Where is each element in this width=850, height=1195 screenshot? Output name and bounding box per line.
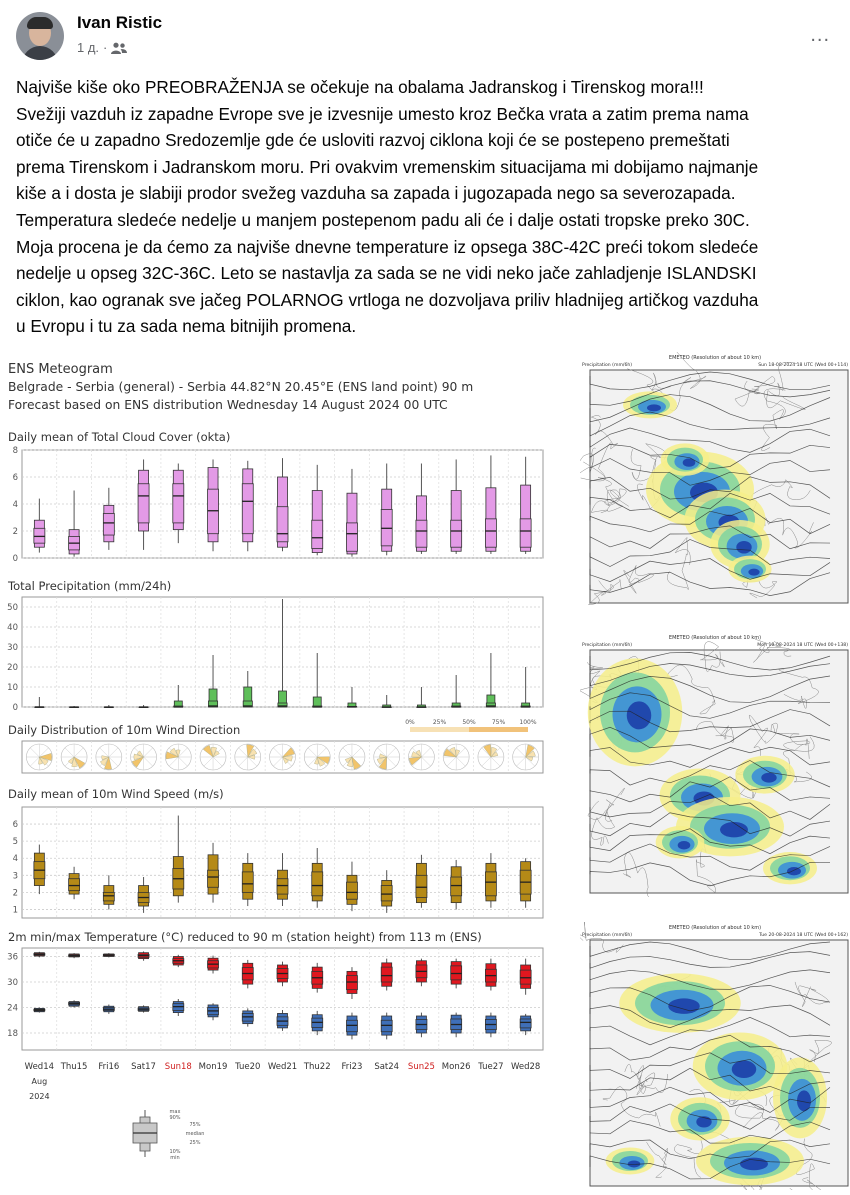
precip-very-heavy [678,841,691,849]
meteogram-forecast: Forecast based on ENS distribution Wednesday 14 August 2024 00 UTC [8,398,448,412]
box-25-75 [485,872,496,896]
box-25-75 [69,879,80,891]
x-year-label: 2024 [29,1092,50,1101]
precip-very-heavy [732,1061,757,1079]
wind-rose [96,744,122,770]
post-text-line: Moja procena je da ćemo za najviše dnevne temperature iz opsega 38C-42C preći tokom sledeće [16,236,759,257]
precip-very-heavy [787,867,801,875]
y-tick-label: 40 [7,623,18,633]
box-25-75 [381,509,392,545]
y-tick-label: 2 [12,527,18,537]
friends-icon [111,42,127,54]
box-25-75 [277,879,288,894]
y-tick-label: 6 [12,820,18,831]
y-tick-label: 30 [7,978,18,988]
meteogram-figure [0,345,560,1188]
post-text-line: Svežiji vazduh iz zapadne Evrope sve je izvesnije umesto kroz Bečka vrata a zatim prema nama [16,103,749,124]
panel-title-cloud: Daily mean of Total Cloud Cover (okta) [8,430,231,444]
x-day-label: Mon19 [198,1062,228,1072]
x-day-label: Wed28 [510,1062,541,1072]
wind-legend-label: 50% [462,719,476,726]
box-25-75 [451,520,462,547]
wind-rose [200,744,226,770]
post-text-line: Najviše kiše oko PREOBRAŽENJA se očekuje na obalama Jadranskog i Tirenskog mora!!! [16,77,704,97]
avatar[interactable] [16,12,64,60]
wind-legend-label: 25% [432,719,447,726]
wind-rose [374,744,400,770]
wind-rose [26,744,52,770]
precip-very-heavy [761,773,776,783]
panel-title-temperature: 2m min/max Temperature (°C) reduced to 90 m (station height) from 113 m (ENS) [8,930,482,944]
y-tick-label: 8 [12,446,18,456]
box-cloud [242,461,253,551]
box-25-75 [381,886,392,901]
box-temp-min [138,1005,149,1012]
box-temp-max [416,959,427,987]
wind-rose [235,744,261,770]
y-tick-label: 4 [12,854,18,865]
post-text-line: kiše a i dosta je slabiji prodor svežeg vazduha sa zapada i jugozapada nego sa severozapada. [16,183,736,204]
box-temp-max [451,959,462,989]
box-25-75 [242,484,253,534]
post-text-line: u Evropu i tu za sada nema bitnijih promena. [16,316,357,337]
y-tick-label: 0 [12,554,18,564]
y-tick-label: 50 [7,603,18,613]
meteogram-location: Belgrade - Serbia (general) - Serbia 44.82°N 20.45°E (ENS land point) 90 m [8,380,474,394]
x-day-label: Thu15 [60,1062,88,1072]
wind-direction-legend [405,719,537,732]
box-legend [133,1109,204,1161]
wind-legend-bar-light [410,727,469,732]
precip-map-2[interactable] [580,632,850,897]
post-text-line: otiče će u zapadno Sredozemlje gde će usloviti razvoj ciklona koji će se postepeno premeštati [16,130,730,151]
box-temp-min [346,1013,357,1040]
x-day-label: Thu22 [303,1062,331,1072]
x-day-label: Mon26 [441,1062,471,1072]
box-cloud [208,459,219,551]
post-text-line: ciklon, kao ogranak sve jačeg POLARNOG vrtloga ne dozvoljava priliv hladnijeg artičkog vazduha [16,289,759,310]
box-temp-min [242,1008,253,1026]
y-tick-label: 20 [7,663,18,673]
more-icon: ... [810,24,830,46]
box-25-75 [34,528,45,543]
box-25-75 [103,892,114,901]
map-variable: Precipitation (mm/6h) [582,643,633,648]
panel-title-precip: Total Precipitation (mm/24h) [8,579,172,593]
box-temp-min [381,1013,392,1040]
post-text [16,74,836,340]
box-25-75 [103,513,114,535]
map-variable: Precipitation (mm/6h) [582,363,633,368]
box-25-75 [381,967,392,982]
wind-rose [443,744,469,770]
box-25-75 [208,870,219,887]
box-temp-max [381,959,392,991]
x-day-label: Wed14 [24,1062,55,1072]
wind-rose [478,744,504,770]
box-25-75 [173,484,184,523]
y-tick-label: 4 [12,500,18,510]
x-day-label: Wed21 [267,1062,298,1072]
x-day-label: Fri23 [341,1062,363,1072]
map-title: EMETEO (Resolution of about 10 km) [668,355,762,361]
x-day-label: Sat24 [374,1062,400,1072]
x-day-label: Sat17 [131,1062,156,1072]
x-day-label: Sun18 [164,1062,192,1072]
box-25-75 [451,877,462,896]
wind-legend-label: 0% [405,719,415,726]
x-month-label: Aug [31,1077,48,1086]
y-tick-label: 0 [12,703,18,713]
ens-meteogram [0,345,560,1188]
box-temp-max [312,963,323,993]
precip-map-1[interactable] [580,352,850,607]
y-tick-label: 18 [7,1029,18,1039]
legend-label: 10% [169,1149,181,1155]
box-temp-min [277,1010,288,1031]
box-temp-max [103,953,114,957]
y-tick-label: 6 [12,473,18,483]
x-day-label: Tue27 [478,1062,504,1072]
map-variable: Precipitation (mm/6h) [582,933,633,938]
box-25-75 [312,520,323,548]
post-meta: 1 д. · [77,40,127,55]
legend-label: min [170,1155,180,1161]
precip-very-heavy [736,541,751,554]
y-tick-label: 1 [12,905,18,916]
box-25-75 [346,882,357,899]
map-valid-time: Sun 18-08-2024 18 UTC (Wed 00+114) [758,363,848,368]
wind-rose [270,744,296,770]
box-10-90 [313,697,321,707]
box-wind-speed [520,858,531,908]
post-text-line: prema Tirenskom i Jadranskom moru. Pri ovakvim vremenskim situacijama mi dobijamo najmanje [16,156,759,177]
y-tick-label: 36 [7,952,18,963]
precip-very-heavy [627,701,652,729]
box-temp-min [34,1008,45,1013]
y-tick-label: 24 [7,1003,18,1014]
legend-label: 25% [189,1140,201,1146]
y-tick-label: 3 [12,871,18,882]
legend-label: 75% [189,1122,201,1128]
map-title: EMETEO (Resolution of about 10 km) [668,635,762,641]
box-25-75 [312,872,323,896]
box-25-75 [346,523,357,551]
box-25-75 [520,1019,531,1028]
map-valid-time: Mon 19-08-2024 18 UTC (Wed 00+138) [757,643,848,648]
panel-title-wind-speed: Daily mean of 10m Wind Speed (m/s) [8,787,224,801]
post-text-line: nedelje u opseg 32C-36C. Leto se nastavlja za sada se ne vidi neko jače zahladjenje ISLANDSKI [16,263,757,284]
wind-legend-label: 100% [519,719,537,726]
y-tick-label: 5 [12,837,18,848]
wind-rose [408,744,434,770]
precip-very-heavy [748,569,759,576]
box-temp-max [173,955,184,967]
precip-map-3[interactable] [580,922,850,1190]
meteogram-title: ENS Meteogram [8,362,113,377]
box-temp-min [69,1000,80,1007]
x-day-label: Fri16 [98,1062,120,1072]
legend-label: max [169,1109,181,1115]
wind-rose [513,744,539,770]
panel-title-wind-dir: Daily Distribution of 10m Wind Direction [8,723,241,737]
y-tick-label: 2 [12,888,18,899]
post-header [0,0,850,68]
wind-rose [61,744,87,770]
wind-legend-label: 75% [491,719,506,726]
wind-rose [165,744,191,770]
box-25-75 [485,519,496,547]
box-25-75 [138,484,149,523]
y-tick-label: 10 [7,683,18,693]
wind-rose [304,744,330,770]
box-25-75 [208,489,219,534]
box-25-75 [277,507,288,542]
author-name[interactable]: Ivan Ristic [77,13,163,32]
box-25-75 [520,519,531,547]
box-25-75 [416,875,427,897]
x-day-label: Sun25 [407,1062,435,1072]
wind-rose [131,744,157,770]
legend-label: 90% [169,1115,181,1121]
box-25-75 [242,872,253,892]
box-temp-max [485,959,496,991]
box-wind-speed [451,860,462,910]
post-text-line: Temperatura sledeće nedelje u manjem postepenom padu ali će i dalje ostati tropske preko 30C. [16,209,750,230]
precip-very-heavy [647,404,661,411]
more-options-button[interactable] [810,24,830,47]
legend-label: median [185,1131,205,1137]
wind-rose [339,744,365,770]
map-valid-time: Tue 20-08-2024 18 UTC (Wed 00+162) [759,933,848,938]
map-title: EMETEO (Resolution of about 10 km) [668,925,762,931]
box-25-75 [416,520,427,547]
precip-very-heavy [740,1158,768,1171]
post-time[interactable]: 1 д. [77,40,100,55]
y-tick-label: 30 [7,643,18,653]
box-temp-max [242,960,253,988]
x-day-label: Tue20 [235,1062,261,1072]
